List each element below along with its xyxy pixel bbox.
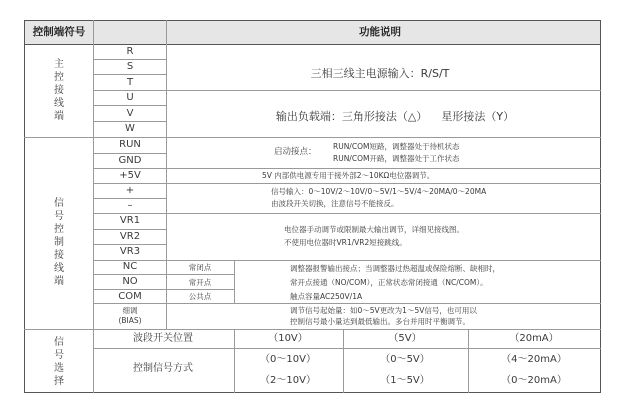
- group-signal-select: 信号选择: [54, 337, 64, 387]
- header-divider: [24, 44, 601, 45]
- bias-line1: 调节信号起始量：如0～5V更改为1～5V信号，也可用以: [290, 306, 477, 315]
- row-line: [93, 274, 234, 275]
- row-line: [93, 90, 601, 91]
- alarm-line3: 触点容量AC250V/1A: [290, 292, 363, 301]
- row-line: [93, 303, 601, 304]
- terminal-no: NO: [122, 276, 138, 287]
- row-line: [93, 153, 167, 154]
- terminal-minus: –: [127, 200, 133, 211]
- terminal-5v: +5V: [119, 170, 141, 181]
- terminal-plus: +: [125, 185, 135, 196]
- table-top-border: [24, 20, 601, 21]
- switch-value-20ma: （20mA）: [509, 333, 559, 344]
- five-volt-desc: 5V 内部供电源专用于接外部2～10KΩ电位器调节。: [262, 171, 435, 180]
- switch-value-10v: （10V）: [268, 333, 308, 344]
- alarm-line2: 常开点接通（NO/COM），正常状态常闭接通（NC/COM）。: [290, 278, 488, 287]
- terminal-v: V: [126, 108, 134, 119]
- mode-0-10v: （0～10V）: [260, 354, 316, 365]
- com-label: 公共点: [188, 292, 212, 301]
- terminal-vr1: VR1: [119, 215, 141, 226]
- row-line: [93, 59, 167, 60]
- mode-1-5v: （1～5V）: [380, 375, 430, 386]
- select-col-divider-3: [468, 329, 469, 393]
- vr-line1: 电位器手动调节或限制最大输出调节，详细见接线图。: [284, 225, 464, 234]
- table-bottom-border: [24, 392, 601, 393]
- select-col-divider-1: [234, 329, 235, 393]
- terminal-u: U: [126, 92, 134, 103]
- power-input-desc: 三相三线主电源输入：R/S/T: [310, 67, 450, 80]
- row-line: [93, 74, 167, 75]
- mode-0-20ma: （0～20mA）: [501, 375, 567, 386]
- vr-line2: 不使用电位器时VR1/VR2短接跳线。: [284, 238, 407, 247]
- terminal-w: W: [125, 123, 135, 134]
- row-line: [93, 244, 167, 245]
- switch-position-label: 波段开关位置: [133, 333, 193, 344]
- select-col-divider-2: [343, 329, 344, 393]
- load-output-desc: 输出负载端：三角形接法（△） 星形接法（Y）: [275, 110, 515, 123]
- switch-value-5v: （5V）: [388, 333, 422, 344]
- mode-0-5v: （0～5V）: [380, 354, 430, 365]
- signal-select-divider: [24, 329, 601, 330]
- signal-input-line1: 信号输入：0～10V/2～10V/0～5V/1～5V/4～20MA/0～20MA: [271, 187, 487, 196]
- terminal-gnd: GND: [118, 155, 142, 166]
- terminal-s: S: [126, 61, 134, 72]
- terminal-bias-cn: 细调: [122, 306, 138, 315]
- group-signal-control: 信号控制接线端: [54, 198, 64, 287]
- row-line: [93, 198, 167, 199]
- terminal-t: T: [126, 77, 134, 88]
- row-line: [93, 260, 601, 261]
- row-line: [93, 213, 601, 214]
- row-line: [93, 183, 601, 184]
- row-line: [93, 105, 167, 106]
- table-right-border: [600, 20, 601, 393]
- mode-4-20ma: （4～20mA）: [501, 354, 567, 365]
- no-label: 常开点: [188, 278, 212, 287]
- control-mode-label: 控制信号方式: [133, 363, 193, 374]
- start-contact-label: 启动接点：: [274, 147, 317, 157]
- terminal-com: COM: [118, 291, 142, 302]
- row-line: [93, 289, 234, 290]
- alarm-line1: 调整器报警输出接点；当调整器过热超温或保险熔断、缺相时，: [290, 264, 500, 273]
- table-left-border: [24, 20, 25, 393]
- row-line: [93, 229, 167, 230]
- row-line: [93, 168, 601, 169]
- terminal-vr2: VR2: [119, 231, 141, 242]
- row-line: [93, 121, 167, 122]
- main-signal-divider: [24, 137, 601, 138]
- terminal-run: RUN: [119, 139, 141, 150]
- start-contact-line2: RUN/COM开路，调整器处于工作状态: [333, 154, 460, 163]
- header-col1: 控制端符号: [32, 26, 86, 38]
- signal-input-line2: 由波段开关切换，注意信号不能接反。: [271, 199, 399, 208]
- header-background: [24, 20, 601, 44]
- terminal-r: R: [126, 46, 134, 57]
- terminal-nc: NC: [122, 261, 138, 272]
- nc-sub-divider-b: [234, 260, 235, 303]
- group-col-divider: [93, 20, 94, 393]
- nc-label: 常闭点: [188, 263, 212, 272]
- start-contact-line1: RUN/COM短路，调整器处于待机状态: [333, 142, 460, 151]
- group-main-control: 主控接线端: [54, 59, 64, 122]
- bias-line2: 控制信号最小量达到最低输出。多台并用时平衡调节。: [290, 317, 470, 326]
- header-col2: 功能说明: [359, 26, 401, 38]
- terminal-bias-en: (BIAS): [118, 316, 142, 325]
- mode-2-10v: （2～10V）: [260, 375, 316, 386]
- row-line: [93, 348, 601, 349]
- terminal-vr3: VR3: [119, 246, 141, 257]
